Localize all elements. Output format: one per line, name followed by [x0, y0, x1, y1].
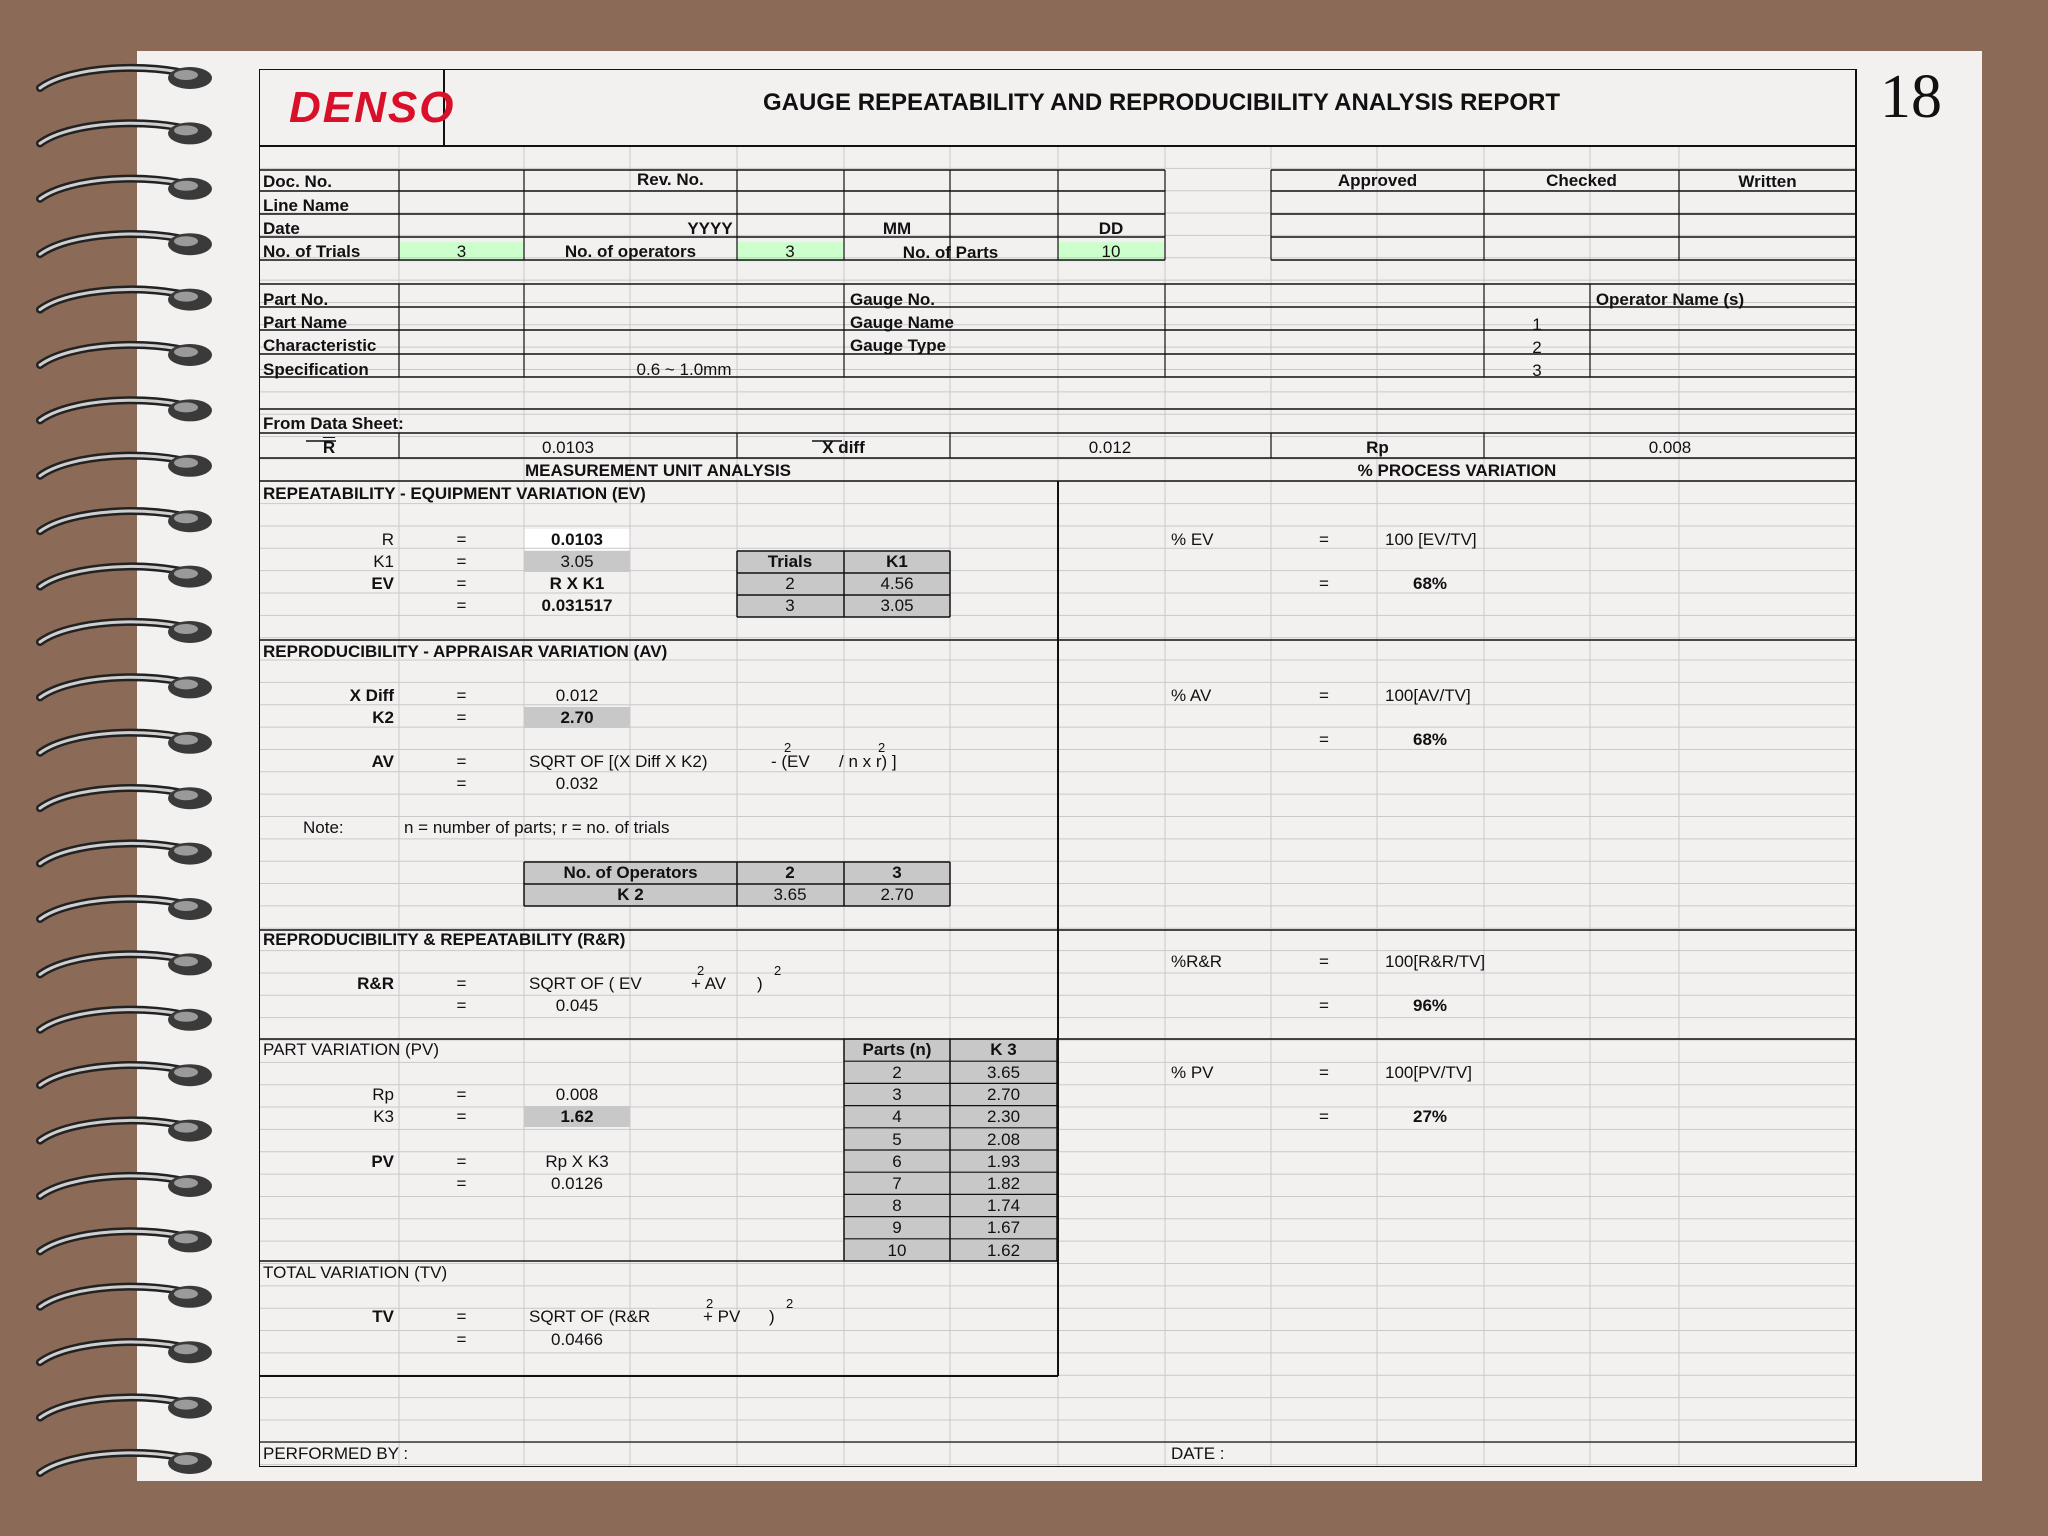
pv-rp-value: 0.008: [555, 1085, 599, 1104]
equals-sign: =: [1319, 952, 1329, 971]
k1-label: K1: [373, 552, 394, 571]
equals-sign: =: [456, 574, 467, 593]
pct-rr-value: 96%: [1412, 996, 1448, 1015]
k3-table-cell: 2.30: [986, 1107, 1021, 1127]
ev-r-value: 0.0103: [551, 530, 603, 549]
binding-ring: [40, 1009, 212, 1031]
binding-ring: [40, 1341, 212, 1363]
equals-sign: =: [456, 1330, 467, 1349]
binding-ring: [40, 1175, 212, 1197]
part-name-label: Part Name: [263, 313, 348, 332]
operator-3-number: 3: [1532, 361, 1542, 380]
exponent: 2: [697, 963, 705, 978]
equals-sign: =: [1319, 1107, 1329, 1126]
binding-ring: [40, 676, 212, 698]
k3-label: K3: [373, 1107, 394, 1126]
binding-ring: [40, 344, 212, 366]
ev-value: 0.031517: [541, 596, 613, 615]
pct-pv-formula: 100[PV/TV]: [1385, 1063, 1472, 1082]
av-formula-part: - (EV: [771, 752, 810, 771]
note-label: Note:: [303, 818, 344, 837]
binding-ring: [40, 399, 212, 421]
report-title: GAUGE REPEATABILITY AND REPRODUCIBILITY ANALYSIS REPORT: [763, 89, 1560, 116]
pct-av-value: 68%: [1412, 730, 1448, 749]
denso-logo: DENSO: [289, 83, 456, 132]
tv-label: TV: [372, 1307, 394, 1326]
binding-ring: [40, 1397, 212, 1419]
equals-sign: =: [456, 996, 467, 1015]
k3-table-cell: 6: [892, 1151, 902, 1171]
k3-table-header-parts: Parts (n): [862, 1040, 932, 1059]
checked-label: Checked: [1546, 171, 1617, 190]
tv-value: 0.0466: [551, 1330, 603, 1349]
tv-formula-part: + PV: [703, 1307, 741, 1326]
binding-ring: [40, 898, 212, 920]
pct-rr-formula: 100[R&R/TV]: [1385, 952, 1486, 971]
exponent: 2: [706, 1296, 714, 1311]
binding-ring: [40, 953, 212, 975]
operator-2-number: 2: [1532, 338, 1542, 357]
k3-table-cell: 1.82: [986, 1174, 1021, 1193]
exponent: 2: [784, 740, 792, 755]
binding-ring: [40, 621, 212, 643]
footer-date-label: DATE :: [1171, 1444, 1225, 1463]
k2-table-header: 2: [785, 863, 795, 882]
data-sheet-label: From Data Sheet:: [263, 414, 404, 433]
trials-label: No. of Trials: [263, 242, 361, 261]
operators-label: No. of operators: [564, 242, 697, 261]
k1-table-cell: 4.56: [880, 574, 914, 593]
k2-table-header: 3: [892, 863, 902, 882]
rr-label: R&R: [357, 974, 394, 993]
performed-by-label: PERFORMED BY :: [263, 1444, 409, 1463]
binding-ring: [40, 566, 212, 588]
equals-sign: =: [1319, 1063, 1329, 1082]
k3-table-cell: 9: [892, 1218, 902, 1238]
k3-table-cell: 2.70: [986, 1085, 1021, 1105]
binding-ring: [40, 1452, 212, 1474]
pv-heading: PART VARIATION (PV): [263, 1040, 440, 1059]
equals-sign: =: [456, 596, 467, 615]
rr-value: 0.045: [555, 996, 599, 1015]
pv-rp-label: Rp: [372, 1085, 394, 1104]
binding-ring: [40, 455, 212, 477]
pct-pv-label: % PV: [1171, 1063, 1214, 1082]
k3-table-cell: 2: [892, 1063, 902, 1082]
specification-value[interactable]: 0.6 ~ 1.0mm: [636, 360, 732, 379]
operator-1-number: 1: [1532, 315, 1542, 334]
rr-heading: REPRODUCIBILITY & REPEATABILITY (R&R): [263, 930, 626, 949]
rr-formula-part: ): [757, 974, 763, 993]
k1-table-header-k1: K1: [886, 552, 908, 571]
equals-sign: =: [456, 552, 467, 571]
binding-ring: [40, 787, 212, 809]
av-formula-part: SQRT OF [(X Diff X K2): [529, 752, 708, 771]
part-no-label: Part No.: [263, 290, 329, 309]
k2-value: 2.70: [560, 708, 594, 727]
rev-no-label: Rev. No.: [637, 170, 704, 189]
k3-table-cell: 7: [892, 1174, 902, 1193]
parts-label: No. of Parts: [902, 243, 999, 262]
k3-table-cell: 10: [887, 1240, 907, 1260]
binding-ring: [40, 732, 212, 754]
specification-label: Specification: [263, 360, 369, 379]
x-diff-value: 0.012: [1088, 438, 1132, 457]
ev-label: EV: [371, 574, 394, 593]
k3-table-cell: 4: [892, 1107, 902, 1127]
k3-table-cell: 5: [892, 1129, 902, 1149]
measurement-unit-heading: MEASUREMENT UNIT ANALYSIS: [524, 461, 792, 480]
equals-sign: =: [1319, 730, 1329, 749]
grr-report-sheet: [259, 69, 1857, 1467]
rp-label: Rp: [1366, 438, 1389, 457]
operators-value[interactable]: 3: [785, 242, 795, 261]
k3-table-cell: 1.67: [986, 1218, 1021, 1238]
k2-table-cell: K 2: [617, 885, 644, 904]
k2-table-header: No. of Operators: [563, 863, 698, 882]
av-value: 0.032: [555, 774, 599, 793]
yyyy-label: YYYY: [687, 219, 733, 238]
binding-ring: [40, 1064, 212, 1086]
r-bar-value: 0.0103: [542, 438, 594, 457]
equals-sign: =: [456, 686, 467, 705]
equals-sign: =: [456, 1152, 467, 1171]
characteristic-label: Characteristic: [263, 336, 377, 355]
r-bar-label: $\overline{R}$: [322, 438, 336, 457]
xdiff-value: 0.012: [555, 686, 599, 705]
av-heading: REPRODUCIBILITY - APPRAISAR VARIATION (AV): [263, 642, 668, 661]
pct-av-formula: 100[AV/TV]: [1385, 686, 1471, 705]
binding-ring: [40, 1286, 212, 1308]
equals-sign: =: [456, 1307, 467, 1326]
approved-label: Approved: [1337, 171, 1418, 190]
equals-sign: =: [456, 974, 467, 993]
k3-value: 1.62: [560, 1107, 594, 1126]
gauge-type-label: Gauge Type: [850, 336, 947, 355]
page-number: 18: [1880, 63, 1942, 131]
xdiff-label: X Diff: [349, 686, 394, 705]
rp-value: 0.008: [1648, 438, 1692, 457]
binding-ring: [40, 289, 212, 311]
k3-table-cell: 2.08: [986, 1129, 1021, 1149]
ev-r-label: R: [381, 530, 394, 549]
exponent: 2: [774, 963, 782, 978]
ev-heading: REPEATABILITY - EQUIPMENT VARIATION (EV): [263, 484, 646, 503]
tv-heading: TOTAL VARIATION (TV): [263, 1263, 448, 1282]
equals-sign: =: [1319, 996, 1329, 1015]
rr-formula-part: + AV: [691, 974, 727, 993]
pv-label: PV: [371, 1152, 394, 1171]
exponent: 2: [878, 740, 886, 755]
mm-label: MM: [882, 219, 912, 238]
equals-sign: =: [456, 1174, 467, 1193]
dd-label: DD: [1098, 219, 1124, 238]
pct-ev-formula: 100 [EV/TV]: [1385, 530, 1477, 549]
binding-ring: [40, 843, 212, 865]
k1-table-cell: 3: [785, 596, 795, 615]
equals-sign: =: [456, 774, 467, 793]
equals-sign: =: [456, 752, 467, 771]
ev-formula: R X K1: [549, 574, 605, 593]
k2-table-cell: 3.65: [773, 885, 807, 904]
equals-sign: =: [456, 1107, 467, 1126]
k1-table-cell: 3.05: [880, 596, 914, 615]
gauge-no-label: Gauge No.: [850, 290, 936, 309]
av-label: AV: [371, 752, 394, 771]
k3-table-cell: 3: [892, 1085, 902, 1105]
k1-table-cell: 2: [785, 574, 795, 593]
binding-ring: [40, 1230, 212, 1252]
k2-label: K2: [372, 708, 394, 727]
binding-ring: [40, 178, 212, 200]
pv-formula: Rp X K3: [545, 1152, 609, 1171]
pct-pv-value: 27%: [1412, 1107, 1448, 1126]
parts-value[interactable]: 10: [1101, 242, 1121, 261]
binding-ring: [40, 67, 212, 89]
k2-table-cell: 2.70: [880, 885, 914, 904]
av-formula-part: / n x r) ]: [839, 752, 897, 771]
equals-sign: =: [1319, 530, 1329, 549]
k3-table-header-k3: K 3: [990, 1040, 1017, 1059]
binding-ring: [40, 122, 212, 144]
pct-ev-value: 68%: [1412, 574, 1448, 593]
k3-table-cell: 1.74: [986, 1196, 1021, 1216]
gauge-name-label: Gauge Name: [850, 313, 954, 332]
pv-value: 0.0126: [551, 1174, 603, 1193]
x-diff-label: X diff: [822, 438, 865, 457]
k1-table-header-trials: Trials: [767, 552, 813, 571]
k3-table-cell: 1.93: [986, 1151, 1021, 1171]
note-text: n = number of parts; r = no. of trials: [404, 818, 670, 837]
equals-sign: =: [456, 1085, 467, 1104]
tv-formula-part: SQRT OF (R&R: [529, 1307, 651, 1326]
pct-rr-label: %R&R: [1171, 952, 1223, 971]
date-label: Date: [263, 219, 300, 238]
equals-sign: =: [456, 530, 467, 549]
exponent: 2: [786, 1296, 794, 1311]
tv-formula-part: ): [769, 1307, 775, 1326]
equals-sign: =: [456, 708, 467, 727]
binding-ring: [40, 1120, 212, 1142]
line-name-label: Line Name: [263, 196, 349, 215]
binding-ring: [40, 233, 212, 255]
binding-ring: [40, 510, 212, 532]
spiral-binding: [0, 0, 240, 1536]
k3-table-cell: 3.65: [986, 1063, 1021, 1082]
k1-value: 3.05: [560, 552, 594, 571]
rr-formula-part: SQRT OF ( EV: [529, 974, 642, 993]
operator-names-label: Operator Name (s): [1595, 290, 1745, 309]
k3-table-cell: 8: [892, 1196, 902, 1216]
trials-value[interactable]: 3: [456, 242, 467, 261]
equals-sign: =: [1319, 686, 1329, 705]
k3-table-cell: 1.62: [986, 1240, 1021, 1260]
pct-ev-label: % EV: [1171, 530, 1214, 549]
process-variation-heading: % PROCESS VARIATION: [1357, 461, 1557, 480]
written-label: Written: [1738, 172, 1797, 191]
pct-av-label: % AV: [1171, 686, 1212, 705]
equals-sign: =: [1319, 574, 1329, 593]
doc-no-label: Doc. No.: [263, 172, 332, 191]
